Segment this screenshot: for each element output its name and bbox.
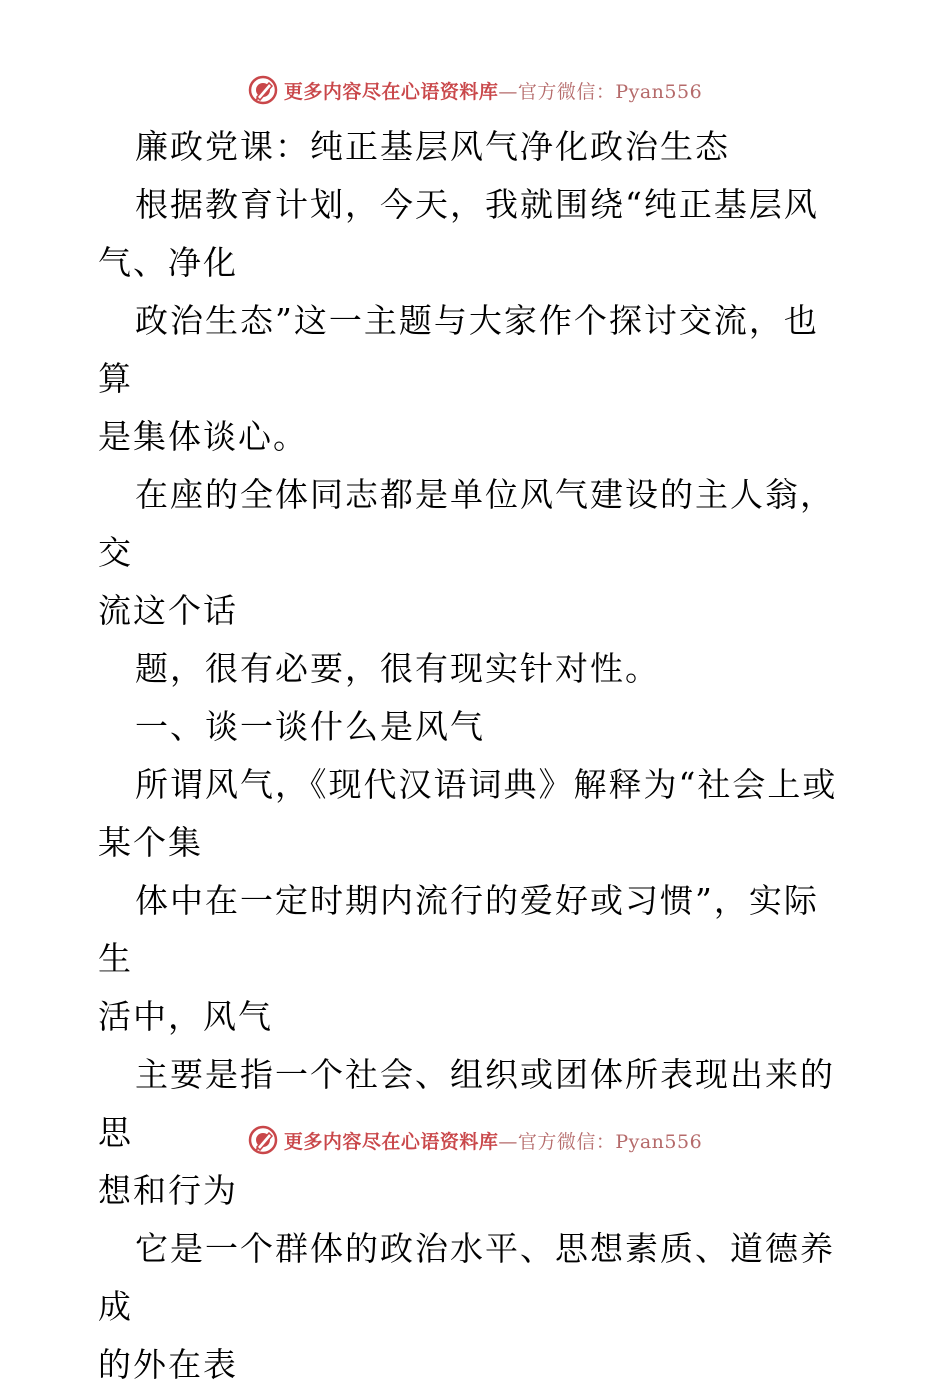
text-line: 根据教育计划，今天，我就围绕“纯正基层风 — [135, 185, 819, 224]
text-line: 气、净化 — [98, 243, 238, 282]
section-heading-line: 一、谈一谈什么是风气 — [135, 707, 485, 746]
footer-watermark-banner — [0, 1120, 950, 1160]
text-line: 体中在一定时期内流行的爱好或习惯”，实际生 — [98, 881, 819, 978]
text-line: 题，很有必要，很有现实针对性。 — [135, 649, 660, 688]
text-line: 所谓风气，《现代汉语词典》解释为“社会上或 — [135, 765, 838, 804]
header-watermark-banner — [0, 70, 950, 110]
banner-contact-text: —官方微信：Pyan556 — [498, 80, 703, 103]
text-line: 主要是指一个社会、组织或团体所表现出来的思 — [98, 1055, 835, 1152]
banner-brand-text: 更多内容尽在心语资料库 — [283, 1130, 499, 1153]
text-line: 在座的全体同志都是单位风气建设的主人翁，交 — [98, 475, 835, 572]
text-line: 它是一个群体的政治水平、思想素质、道德养成 — [98, 1229, 835, 1326]
document-title-line: 廉政党课：纯正基层风气净化政治生态 — [135, 127, 730, 166]
pen-logo-icon — [248, 1125, 278, 1155]
text-line: 流这个话 — [98, 591, 238, 630]
pen-logo-icon — [248, 75, 278, 105]
text-line: 是集体谈心。 — [98, 417, 308, 456]
banner-brand-text: 更多内容尽在心语资料库 — [283, 80, 499, 103]
text-line: 政治生态”这一主题与大家作个探讨交流，也算 — [98, 301, 819, 398]
text-line: 某个集 — [98, 823, 203, 862]
text-line: 的外在表 — [98, 1345, 238, 1384]
text-line: 想和行为 — [98, 1171, 238, 1210]
banner-contact-text: —官方微信：Pyan556 — [498, 1130, 703, 1153]
document-body — [98, 118, 850, 1394]
text-line: 活中，风气 — [98, 997, 273, 1036]
